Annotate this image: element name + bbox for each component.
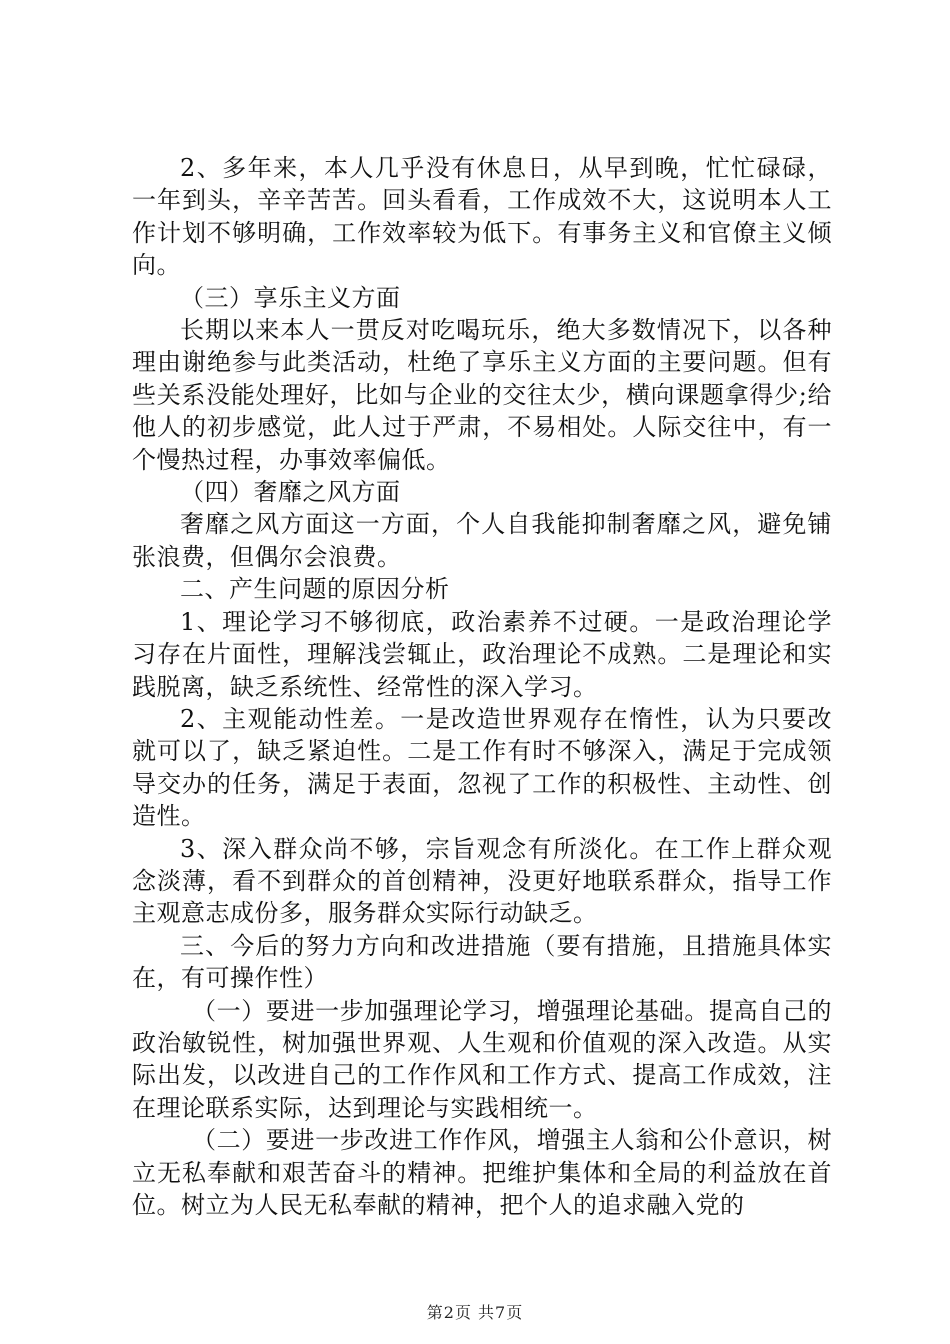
paragraph-measure-2: （二）要进一步改进工作作风，增强主人翁和公仆意识，树立无私奉献和艰苦奋斗的精神。把维护集体和全局的利益放在首位。树立为人民无私奉献的精神，把个人的追求融入党的 [132, 1126, 832, 1219]
document-body [132, 152, 832, 1221]
paragraph-hedonism: 长期以来本人一贯反对吃喝玩乐，绝大多数情况下，以各种理由谢绝参与此类活动，杜绝了享乐主义方面的主要问题。但有些关系没能处理好，比如与企业的交往太少，横向课题拿得少;给他人的初步感觉，此人过于严肃，不易相处。人际交往中，有一个慢热过程，办事效率偏低。 [132, 316, 832, 474]
paragraph-point-2-busy-work: 2、多年来，本人几乎没有休息日，从早到晚，忙忙碌碌，一年到头，辛辛苦苦。回头看看，工作成效不大，这说明本人工作计划不够明确，工作效率较为低下。有事务主义和官僚主义倾向。 [132, 154, 832, 280]
heading-hedonism: （三）享乐主义方面 [180, 283, 401, 312]
paragraph-measure-1: （一）要进一步加强理论学习，增强理论基础。提高自己的政治敏锐性，树加强世界观、人生观和价值观的深入改造。从实际出发，以改进自己的工作作风和工作方式、提高工作成效，注在理论联系实际，达到理论与实践相统一。 [132, 996, 832, 1122]
heading-improvement-measures: 三、今后的努力方向和改进措施（要有措施，且措施具体实在，有可操作性） [132, 931, 832, 993]
paragraph-cause-2: 2、主观能动性差。一是改造世界观存在惰性，认为只要改就可以了，缺乏紧迫性。二是工作有时不够深入，满足于完成领导交办的任务，满足于表面，忽视了工作的积极性、主动性、创造性。 [132, 704, 832, 831]
paragraph-cause-3: 3、深入群众尚不够，宗旨观念有所淡化。在工作上群众观念淡薄，看不到群众的首创精神，没更好地联系群众，指导工作主观意志成份多，服务群众实际行动缺乏。 [132, 834, 832, 928]
paragraph-cause-1: 1、理论学习不够彻底，政治素养不过硬。一是政治理论学习存在片面性，理解浅尝辄止，政治理论不成熟。二是理论和实践脱离，缺乏系统性、经常性的深入学习。 [132, 607, 832, 701]
heading-extravagance: （四）奢靡之风方面 [180, 478, 401, 507]
page-number-footer: 第2页 共7页 [426, 1303, 524, 1322]
heading-cause-analysis: 二、产生问题的原因分析 [180, 575, 450, 604]
paragraph-extravagance: 奢靡之风方面这一方面，个人自我能抑制奢靡之风，避免铺张浪费，但偶尔会浪费。 [132, 510, 832, 571]
